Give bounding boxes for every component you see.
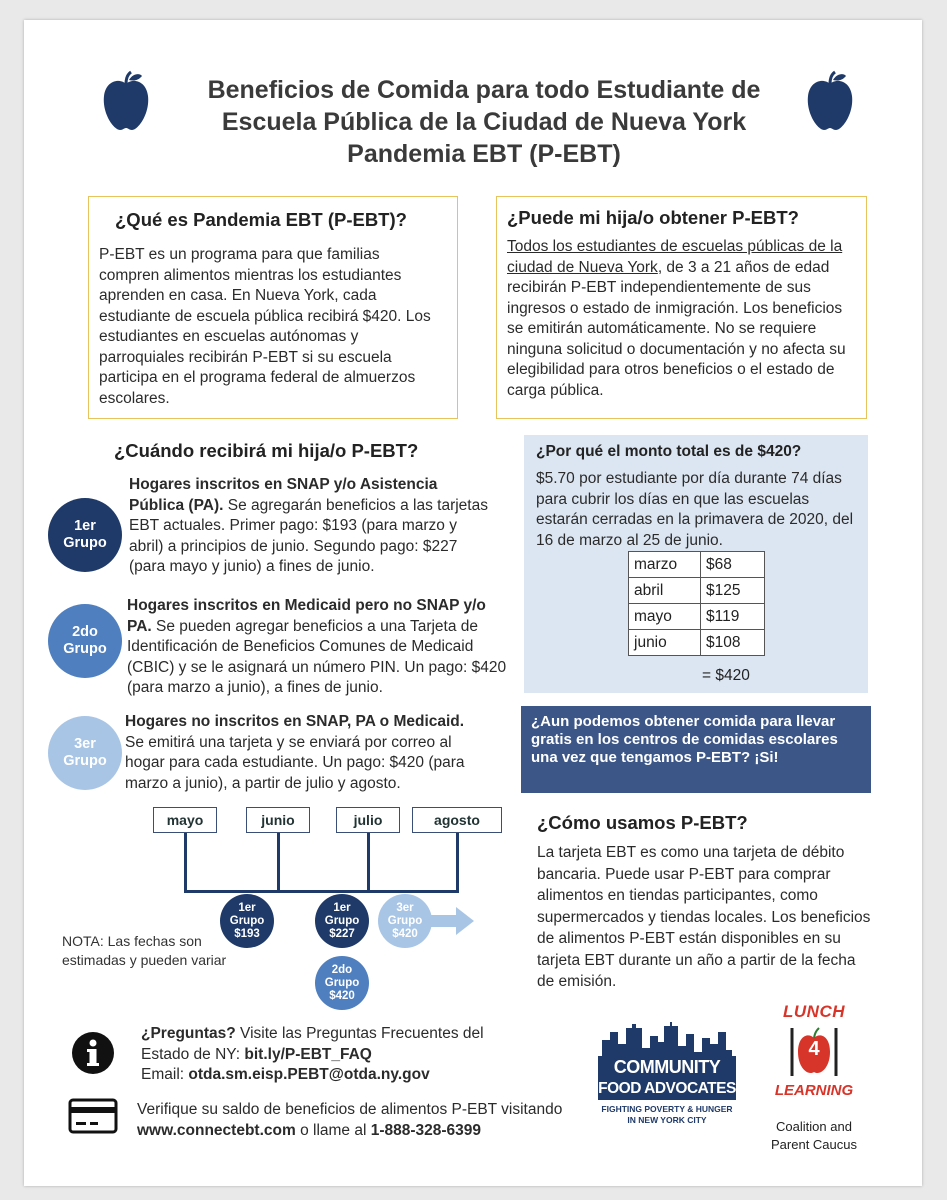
cfa-tagline: FIGHTING POVERTY & HUNGER IN NEW YORK CITY	[601, 1104, 733, 1125]
can-get-text: , de 3 a 21 años de edad recibirán P-EBT independientemente de sus ingresos o estado de inmigración. Los beneficios se emitirán automáticamente. No se requiere ninguna solicitud o documentación y no afecta su elegibilidad para otros beneficios o el estado de carga pública.	[507, 258, 846, 399]
apple-icon	[100, 70, 152, 132]
timeline-marker-group1-193: 1er Grupo $193	[220, 894, 274, 948]
amount-table	[628, 551, 765, 656]
can-get-underlined: Todos los estudiantes de escuelas públicas de la ciudad de Nueva York	[507, 238, 843, 276]
timeline-marker-group3-420: 3er Grupo $420	[378, 894, 432, 948]
l4l-bottom-text: LEARNING	[774, 1082, 854, 1099]
timeline-month-julio: julio	[336, 807, 400, 833]
timeline-marker-group2-420: 2do Grupo $420	[315, 956, 369, 1010]
can-get-box	[496, 196, 867, 419]
verify-text: Verifique su saldo de beneficios de alimentos P-EBT visitando www.connectebt.com o llame al 1-888-328-6399	[137, 1101, 563, 1139]
timeline-month-junio: junio	[246, 807, 310, 833]
group-1-badge: 1er Grupo	[48, 498, 122, 572]
timeline-tick	[456, 833, 459, 893]
phone-number: 1-888-328-6399	[370, 1121, 482, 1139]
what-is-heading: ¿Qué es Pandemia EBT (P-EBT)?	[115, 209, 407, 230]
apple-icon	[804, 70, 856, 132]
l4l-top-text: LUNCH	[783, 1002, 845, 1021]
table-row: mayo $119	[629, 604, 765, 630]
can-get-heading: ¿Puede mi hija/o obtener P-EBT?	[507, 207, 799, 228]
group-1-text: Hogares inscritos en SNAP y/o Asistencia Pública (PA). Se agregarán beneficios a las tarjetas EBT actuales. Primer pago: $193 (para marzo y abril) a principios de junio. Segundo pago: $227 (para mayo y junio) a fines de junio.	[129, 476, 488, 575]
l4l-number: 4	[808, 1038, 820, 1060]
table-row: junio $108	[629, 630, 765, 656]
still-food-text: ¿Aun podemos obtener comida para llevar gratis en los centros de comidas escolares una vez que tengamos P-EBT? ¡Si!	[531, 713, 838, 766]
info-icon	[72, 1032, 114, 1074]
how-use-heading: ¿Cómo usamos P-EBT?	[537, 812, 748, 833]
group-3-text: Hogares no inscritos en SNAP, PA o Medicaid. Se emitirá una tarjeta y se enviará por correo al hogar para cada estudiante. Un pago: $420 (para marzo a junio), a partir de julio y agosto.	[125, 713, 465, 792]
group-2-text: Hogares inscritos en Medicaid pero no SNAP y/o PA. Se pueden agregar beneficios a una Tarjeta de Identificación de Beneficios Comunes de Medicaid (CBIC) y se le asignará un número PIN. Un pago: $420 (para marzo a junio), a fines de junio.	[127, 597, 507, 696]
questions-text: ¿Preguntas? Visite las Preguntas Frecuentes del Estado de NY: bit.ly/P-EBT_FAQ Email: otda.sm.eisp.PEBT@otda.ny.gov	[141, 1025, 484, 1083]
timeline-tick	[277, 833, 280, 893]
connectebt-link[interactable]: www.connectebt.com	[137, 1121, 296, 1139]
timeline-tick	[184, 833, 187, 893]
faq-link[interactable]: bit.ly/P-EBT_FAQ	[244, 1045, 372, 1063]
timeline-axis	[184, 890, 459, 893]
why-body: $5.70 por estudiante por día durante 74 días para cubrir los días en que las escuelas estarán cerradas en la primavera de 2020, del 16 de marzo al 25 de junio.	[536, 470, 854, 549]
timeline-marker-group1-227: 1er Grupo $227	[315, 894, 369, 948]
how-use-body: La tarjeta EBT es como una tarjeta de débito bancaria. Puede usar P-EBT para comprar alimentos en tiendas participantes, como supermercados y tiendas locales. Los beneficios de alimentos P-EBT están disponibles en su tarjeta EBT durante un año a partir de la fecha de emisión.	[537, 844, 871, 990]
community-food-advocates-logo	[598, 1022, 736, 1142]
cfa-wordmark: COMMUNITY FOOD ADVOCATES	[598, 1056, 736, 1100]
group-2-badge: 2do Grupo	[48, 604, 122, 678]
still-food-box	[521, 706, 871, 793]
what-is-box	[88, 196, 458, 419]
why-heading: ¿Por qué el monto total es de $420?	[536, 443, 802, 460]
group-3-badge: 3er Grupo	[48, 716, 122, 790]
timeline-month-mayo: mayo	[153, 807, 217, 833]
table-row: marzo $68	[629, 552, 765, 578]
what-is-body: P-EBT es un programa para que familias compren alimentos mientras los estudiantes aprenden en casa. En Nueva York, cada estudiante de escuela pública recibirá $420. Los estudiantes en escuelas autónomas y parroquiales recibirán P-EBT si su escuela participa en el programa federal de almuerzos escolares.	[99, 246, 431, 407]
credit-card-icon	[68, 1098, 118, 1134]
lunch-4-learning-logo	[764, 1002, 864, 1152]
timeline-month-agosto: agosto	[412, 807, 502, 833]
page-title: Beneficios de Comida para todo Estudiante de Escuela Pública de la Ciudad de Nueva York Pandemia EBT (P-EBT)	[207, 76, 761, 168]
timeline-note: NOTA: Las fechas son estimadas y pueden variar	[62, 933, 227, 968]
timeline-tick	[367, 833, 370, 893]
email-link[interactable]: otda.sm.eisp.PEBT@otda.ny.gov	[188, 1066, 430, 1083]
when-heading: ¿Cuándo recibirá mi hija/o P-EBT?	[114, 440, 419, 461]
table-row: abril $125	[629, 578, 765, 604]
l4l-subtitle: Coalition and Parent Caucus	[771, 1119, 857, 1152]
table-total: = $420	[702, 667, 750, 684]
why-box	[524, 435, 868, 693]
can-get-body	[507, 237, 859, 401]
flyer-page	[24, 20, 922, 1186]
